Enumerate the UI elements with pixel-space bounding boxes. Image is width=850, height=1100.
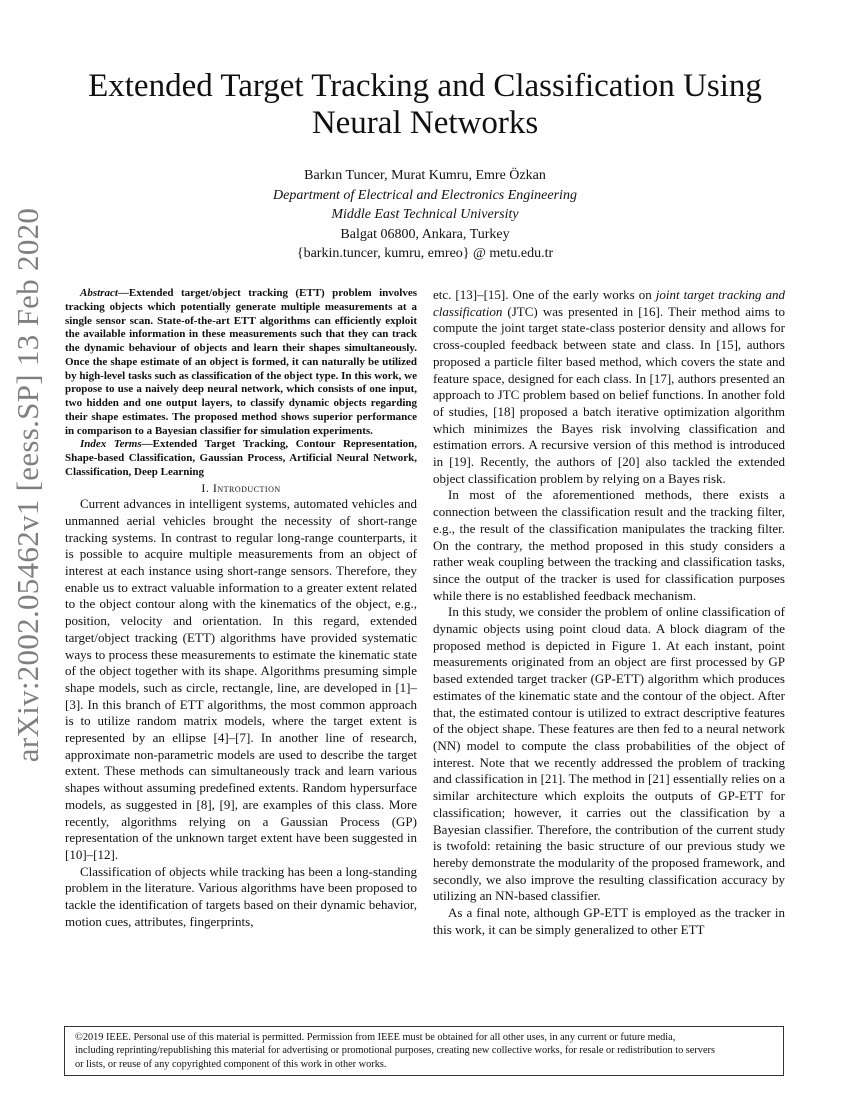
paper-title: Extended Target Tracking and Classification Using Neural Networks (88, 68, 762, 141)
index-terms-label: Index Terms (80, 438, 142, 451)
copyright-line: ©2019 IEEE. Personal use of this material is permitted. Permission from IEEE must be obtained for all other uses, in any current or future media, (75, 1032, 676, 1043)
paragraph: As a final note, although GP-ETT is employed as the tracker in this work, it can be simply generalized to other ETT (433, 905, 785, 937)
copyright-line: or lists, or reuse of any copyrighted component of this work in other works. (75, 1058, 387, 1070)
paragraph: Classification of objects while tracking has been a long-standing problem in the literature. Various algorithms have been proposed to tackle the identification of targets based on their dynamic behavior, motion cues, attributes, fingerprints, (65, 863, 417, 929)
author-department: Department of Electrical and Electronics Engineering (273, 187, 577, 203)
paragraph: In most of the aforementioned methods, there exists a connection between the classification result and the tracking filter, e.g., the result of the classification manipulates the tracking filter. On the contrary, the method proposed in this study considers a rather weak coupling between the tracking and classification tasks, since the output of the tracker is used for classification purposes while there is no established feedback mechanism. (433, 487, 785, 603)
arxiv-id: arXiv:2002.05462v1 [eess.SP] 13 Feb 2020 (10, 207, 45, 763)
paragraph: In this study, we consider the problem of online classification of dynamic objects using point cloud data. A block diagram of the proposed method is depicted in Figure 1. At each instant, point measurements originated from an object are first processed by GP based extended target tracker (GP-ETT) algorithm which produces estimates of the kinematic state and the contour of the object. After that, the estimated contour is utilized to extract descriptive features of the object shape. These features are then fed to a neural network (NN) model to compute the class probabilities of the object of interest. Note that we recently addressed the problem of tracking and classification in [21]. The method in [21] essentially relies on a similar architecture which exploits the outputs of GP-ETT for classification; however, it carries out the classification by a Bayesian classifier. Therefore, the contribution of the current study is twofold: retaining the basic structure of our previous study we hereby demonstrate the modularity of the proposed framework, and secondly, we also improve the resulting classification accuracy by utilizing an NN-based classifier. (433, 604, 785, 904)
left-column (65, 287, 417, 930)
paragraph-text: etc. [13]–[15]. One of the early works on (433, 287, 656, 302)
author-emails: {barkin.tuncer, kumru, emreo} @ metu.edu.tr (296, 246, 554, 261)
abstract-label: Abstract (80, 287, 118, 299)
abstract-text: —Extended target/object tracking (ETT) problem involves tracking objects which potentially generate multiple measurements at a single sensor scan. State-of-the-art ETT algorithms can efficiently exploit the available information in these measurements such that they can track the dynamic behaviour of objects and learn their shapes simultaneously. Once the shape estimate of an object is formed, it can naturally be utilized by high-level tasks such as classification of the object type. In this work, we propose to use a naively deep neural network, which consists of one input, two hidden and one output layers, to classify dynamic objects regarding their shape estimates. The proposed method shows superior performance in comparison to a Bayesian classifier for simulation experiments. (65, 287, 417, 437)
abstract (65, 287, 417, 438)
paragraph (433, 287, 785, 487)
author-names: Barkın Tuncer, Murat Kumru, Emre Özkan (304, 168, 546, 183)
author-address: Balgat 06800, Ankara, Turkey (340, 226, 510, 242)
index-terms-text: —Extended Target Tracking, Contour Representation, Shape-based Classification, Gaussian Process, Artificial Neural Network, Classification, Deep Learning (65, 438, 417, 478)
copyright-line: including reprinting/republishing this material for advertising or promotional purposes, creating new collective works, for resale or redistribution to servers (75, 1045, 715, 1057)
index-terms (65, 438, 417, 479)
paragraph-text: (JTC) was presented in [16]. Their method aims to compute the joint target state-class posterior density and allows for cross-coupled feedback between state and class. In [15], authors proposed a particle filter based method, which covers the state and feature space, designed for each class. In [17], authors presented an approach to JTC problem based on belief functions. In another fold of studies, [18] proposed a batch iterative optimization algorithm which minimizes the Bayes risk involving classification and estimation errors. A recursive version of this method is introduced in [19]. Recently, the authors of [20] also tackled the extended object classification problem by relying on a Bayes risk. (433, 303, 785, 486)
paragraph: Current advances in intelligent systems, automated vehicles and unmanned aerial vehicles brought the necessity of short-range tracking systems. In contrast to regular long-range counterparts, it is possible to acquire multiple measurements from an object of interest at each instance using short-range sensors. Therefore, they enable us to extract valuable information to a greater extent related to the object contour along with the kinematics of the object, e.g., position, velocity and orientation. In this regard, extended target/object tracking (ETT) algorithms have provided systematic ways to process these measurements to estimate the kinematic state of the object together with its shape. Algorithms presuming simple shape models, such as circle, rectangle, line, are developed in [1]–[3]. In this branch of ETT algorithms, the most common approach is to utilize random matrix models, where the target extent is represented by an ellipse [4]–[7]. In another line of research, approximate non-parametric models are used to describe the target extent. These methods can simultaneously track and learn various shapes without assuming predefined extents. Random hypersurface models, as suggested in [8], [9], are examples of this class. More recently, algorithms relying on a Gaussian Process (GP) representation of the unknown target extent have been suggested in [10]–[12]. (65, 496, 417, 862)
author-block (150, 166, 700, 264)
jtc-term: joint target tracking and classification (433, 287, 785, 319)
arxiv-stamp (8, 207, 48, 763)
author-university: Middle East Technical University (331, 207, 519, 222)
copyright-notice (64, 1026, 784, 1076)
right-column (433, 287, 785, 938)
section-heading-introduction: I. Introduction (201, 480, 281, 495)
